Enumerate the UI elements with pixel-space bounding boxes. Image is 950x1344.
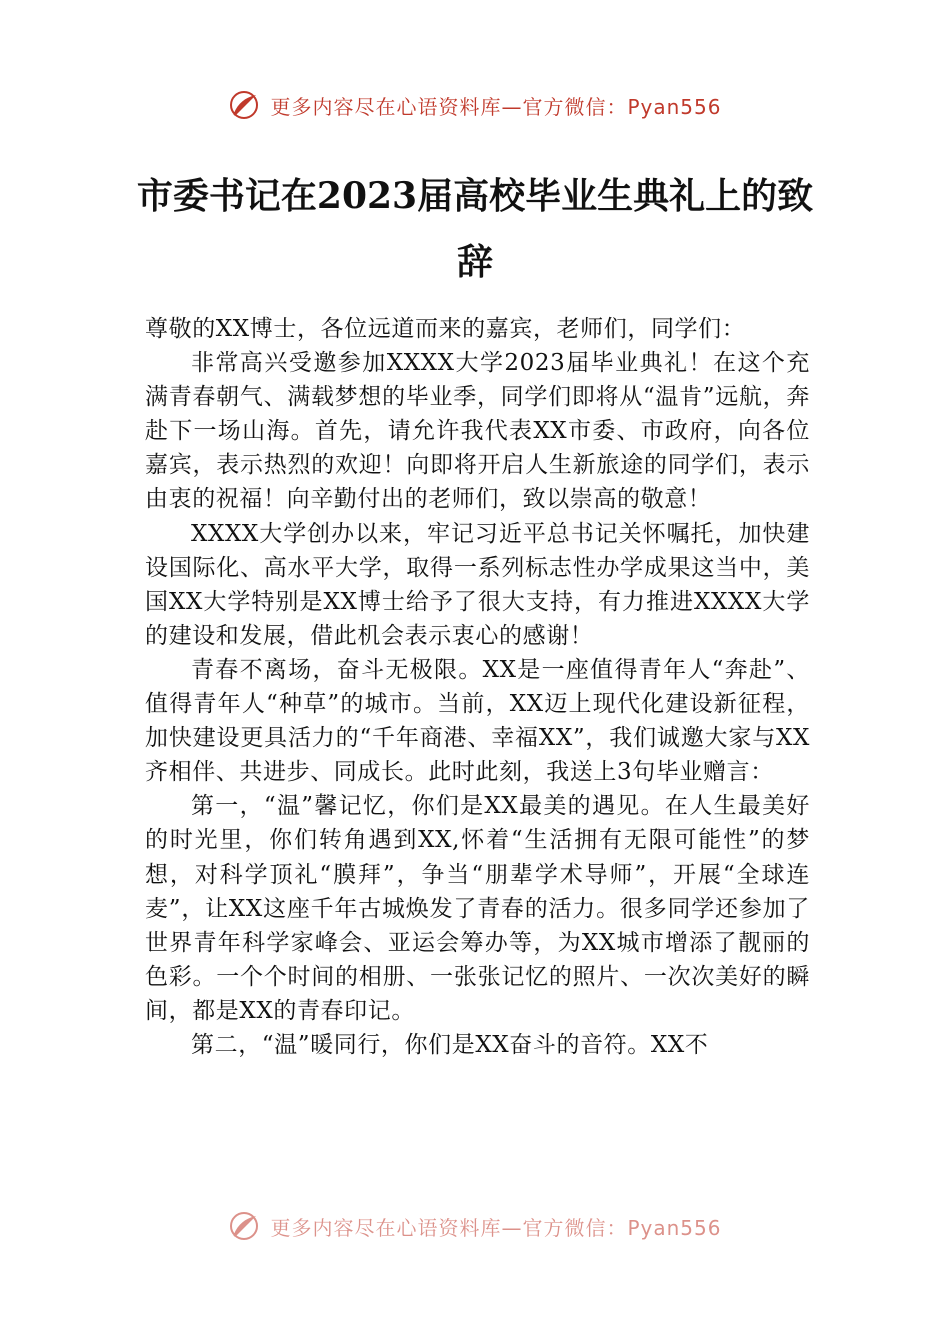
watermark-banner bbox=[228, 89, 721, 121]
paragraph: 第一，“温”馨记忆，你们是XX最美的遇见。在人生最美好的时光里，你们转角遇到XX,怀着“生活拥有无限可能性”的梦想，对科学顶礼“膜拜”，争当“朋辈学术导师”，开展“全球连麦”，让XX这座千年古城焕发了青春的活力。很多同学还参加了世界青年科学家峰会、亚运会筹办等，为XX城市增添了靓丽的色彩。一个个时间的相册、一张张记忆的照片、一次次美好的瞬间，都是XX的青春印记。 bbox=[145, 793, 810, 1024]
watermark-banner-footer bbox=[228, 1210, 721, 1242]
watermark-text: 更多内容尽在心语资料库—官方微信：Pyan556 bbox=[270, 94, 722, 119]
watermark-text: 更多内容尽在心语资料库—官方微信：Pyan556 bbox=[270, 1215, 722, 1240]
title-line-2: 辞 bbox=[456, 241, 493, 283]
paragraph: 第二，“温”暖同行，你们是XX奋斗的音符。XX不 bbox=[191, 1031, 709, 1058]
header-watermark bbox=[0, 80, 950, 130]
document-title bbox=[120, 160, 830, 298]
pen-logo-icon bbox=[228, 89, 260, 121]
footer-watermark bbox=[0, 1200, 950, 1244]
document-body bbox=[145, 312, 810, 1192]
pen-logo-icon bbox=[228, 1210, 260, 1242]
title-line-1: 市委书记在2023届高校毕业生典礼上的致 bbox=[136, 175, 814, 217]
paragraph: XXXX大学创办以来，牢记习近平总书记关怀嘱托，加快建设国际化、高水平大学，取得一系列标志性办学成果这当中，美国XX大学特别是XX博士给予了很大支持，有力推进XXXX大学的建设和发展，借此机会表示衷心的感谢！ bbox=[145, 520, 810, 649]
salutation: 尊敬的XX博士，各位远道而来的嘉宾，老师们，同学们： bbox=[145, 316, 746, 342]
paragraph: 非常高兴受邀参加XXXX大学2023届毕业典礼！在这个充满青春朝气、满载梦想的毕业季，同学们即将从“温肯”远航，奔赴下一场山海。首先，请允许我代表XX市委、市政府，向各位嘉宾，表示热烈的欢迎！向即将开启人生新旅途的同学们，表示由衷的祝福！向辛勤付出的老师们，致以崇高的敬意！ bbox=[145, 350, 810, 513]
paragraph: 青春不离场，奋斗无极限。XX是一座值得青年人“奔赴”、值得青年人“种草”的城市。当前，XX迈上现代化建设新征程，加快建设更具活力的“千年商港、幸福XX”，我们诚邀大家与XX齐相伴、共进步、同成长。此时此刻，我送上3句毕业赠言： bbox=[145, 656, 810, 786]
